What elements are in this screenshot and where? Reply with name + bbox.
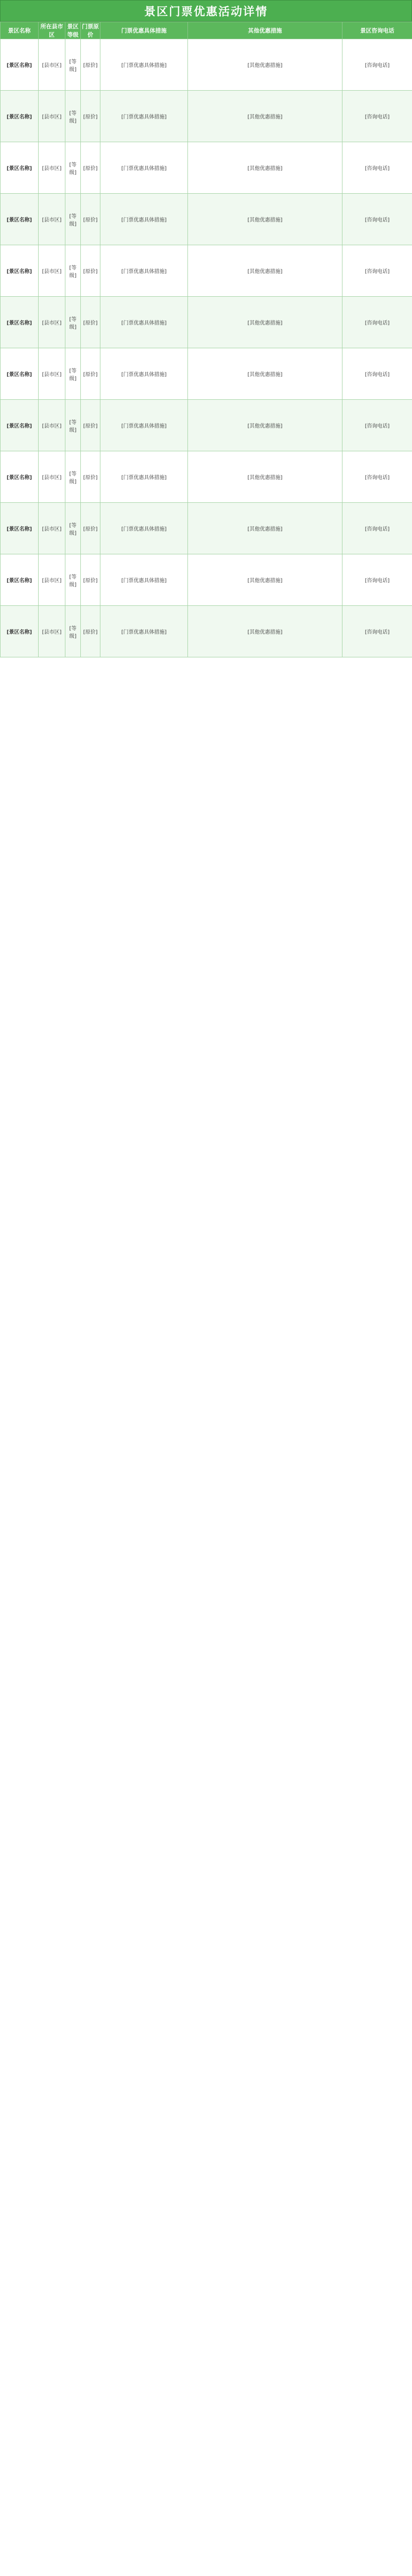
column-header: 门票原价: [81, 22, 100, 39]
cell-level: [等级]: [65, 297, 81, 348]
table-row: [1, 91, 412, 142]
column-header: 其他优惠措施: [188, 22, 342, 39]
cell-level: [等级]: [65, 194, 81, 245]
cell-name: [景区名称]: [1, 606, 39, 657]
cell-other: [其他优惠措施]: [188, 142, 342, 194]
cell-name: [景区名称]: [1, 245, 39, 297]
cell-other: [其他优惠措施]: [188, 194, 342, 245]
column-header: 景区名称: [1, 22, 39, 39]
cell-tel: [咨询电话]: [342, 606, 412, 657]
cell-other: [其他优惠措施]: [188, 606, 342, 657]
cell-other: [其他优惠措施]: [188, 554, 342, 606]
cell-level: [等级]: [65, 503, 81, 554]
cell-tel: [咨询电话]: [342, 554, 412, 606]
table-body: [1, 39, 412, 657]
cell-name: [景区名称]: [1, 194, 39, 245]
cell-price: [原价]: [81, 39, 100, 91]
cell-tel: [咨询电话]: [342, 142, 412, 194]
cell-tel: [咨询电话]: [342, 39, 412, 91]
cell-detail: [门票优惠具体措施]: [100, 606, 188, 657]
cell-other: [其他优惠措施]: [188, 297, 342, 348]
cell-other: [其他优惠措施]: [188, 39, 342, 91]
table-row: [1, 39, 412, 91]
cell-detail: [门票优惠具体措施]: [100, 348, 188, 400]
cell-detail: [门票优惠具体措施]: [100, 194, 188, 245]
table-row: [1, 348, 412, 400]
table-row: [1, 554, 412, 606]
cell-city: [县市区]: [39, 348, 65, 400]
cell-level: [等级]: [65, 245, 81, 297]
cell-name: [景区名称]: [1, 451, 39, 503]
cell-tel: [咨询电话]: [342, 503, 412, 554]
cell-price: [原价]: [81, 91, 100, 142]
cell-city: [县市区]: [39, 503, 65, 554]
discount-table: [0, 22, 412, 657]
cell-tel: [咨询电话]: [342, 194, 412, 245]
cell-price: [原价]: [81, 245, 100, 297]
cell-price: [原价]: [81, 606, 100, 657]
cell-detail: [门票优惠具体措施]: [100, 451, 188, 503]
cell-detail: [门票优惠具体措施]: [100, 245, 188, 297]
cell-price: [原价]: [81, 400, 100, 451]
cell-city: [县市区]: [39, 91, 65, 142]
cell-detail: [门票优惠具体措施]: [100, 91, 188, 142]
cell-price: [原价]: [81, 194, 100, 245]
cell-city: [县市区]: [39, 142, 65, 194]
column-header: 景区等级: [65, 22, 81, 39]
cell-other: [其他优惠措施]: [188, 451, 342, 503]
cell-level: [等级]: [65, 400, 81, 451]
cell-detail: [门票优惠具体措施]: [100, 503, 188, 554]
cell-other: [其他优惠措施]: [188, 91, 342, 142]
table-row: [1, 142, 412, 194]
cell-name: [景区名称]: [1, 554, 39, 606]
cell-city: [县市区]: [39, 554, 65, 606]
cell-price: [原价]: [81, 451, 100, 503]
column-header: 景区咨询电话: [342, 22, 412, 39]
cell-tel: [咨询电话]: [342, 451, 412, 503]
table-row: [1, 503, 412, 554]
cell-price: [原价]: [81, 503, 100, 554]
cell-level: [等级]: [65, 142, 81, 194]
table-row: [1, 451, 412, 503]
cell-other: [其他优惠措施]: [188, 348, 342, 400]
table-row: [1, 194, 412, 245]
table-row: [1, 400, 412, 451]
cell-level: [等级]: [65, 554, 81, 606]
cell-detail: [门票优惠具体措施]: [100, 297, 188, 348]
cell-tel: [咨询电话]: [342, 400, 412, 451]
cell-detail: [门票优惠具体措施]: [100, 554, 188, 606]
cell-other: [其他优惠措施]: [188, 400, 342, 451]
table-row: [1, 245, 412, 297]
cell-other: [其他优惠措施]: [188, 245, 342, 297]
cell-level: [等级]: [65, 39, 81, 91]
cell-name: [景区名称]: [1, 91, 39, 142]
cell-tel: [咨询电话]: [342, 245, 412, 297]
cell-level: [等级]: [65, 348, 81, 400]
cell-level: [等级]: [65, 451, 81, 503]
cell-name: [景区名称]: [1, 503, 39, 554]
cell-price: [原价]: [81, 142, 100, 194]
cell-city: [县市区]: [39, 606, 65, 657]
cell-tel: [咨询电话]: [342, 348, 412, 400]
cell-tel: [咨询电话]: [342, 91, 412, 142]
cell-name: [景区名称]: [1, 39, 39, 91]
cell-level: [等级]: [65, 606, 81, 657]
column-header: 所在县市区: [39, 22, 65, 39]
cell-city: [县市区]: [39, 39, 65, 91]
cell-detail: [门票优惠具体措施]: [100, 142, 188, 194]
table-row: [1, 606, 412, 657]
cell-name: [景区名称]: [1, 348, 39, 400]
cell-tel: [咨询电话]: [342, 297, 412, 348]
cell-detail: [门票优惠具体措施]: [100, 400, 188, 451]
page-title: 景区门票优惠活动详情: [0, 0, 412, 22]
cell-name: [景区名称]: [1, 297, 39, 348]
cell-price: [原价]: [81, 297, 100, 348]
cell-detail: [门票优惠具体措施]: [100, 39, 188, 91]
cell-city: [县市区]: [39, 451, 65, 503]
cell-city: [县市区]: [39, 297, 65, 348]
table-row: [1, 297, 412, 348]
table-header-row: [1, 22, 412, 39]
cell-city: [县市区]: [39, 245, 65, 297]
cell-city: [县市区]: [39, 194, 65, 245]
cell-price: [原价]: [81, 554, 100, 606]
cell-name: [景区名称]: [1, 400, 39, 451]
cell-price: [原价]: [81, 348, 100, 400]
cell-level: [等级]: [65, 91, 81, 142]
cell-city: [县市区]: [39, 400, 65, 451]
cell-other: [其他优惠措施]: [188, 503, 342, 554]
column-header: 门票优惠具体措施: [100, 22, 188, 39]
cell-name: [景区名称]: [1, 142, 39, 194]
